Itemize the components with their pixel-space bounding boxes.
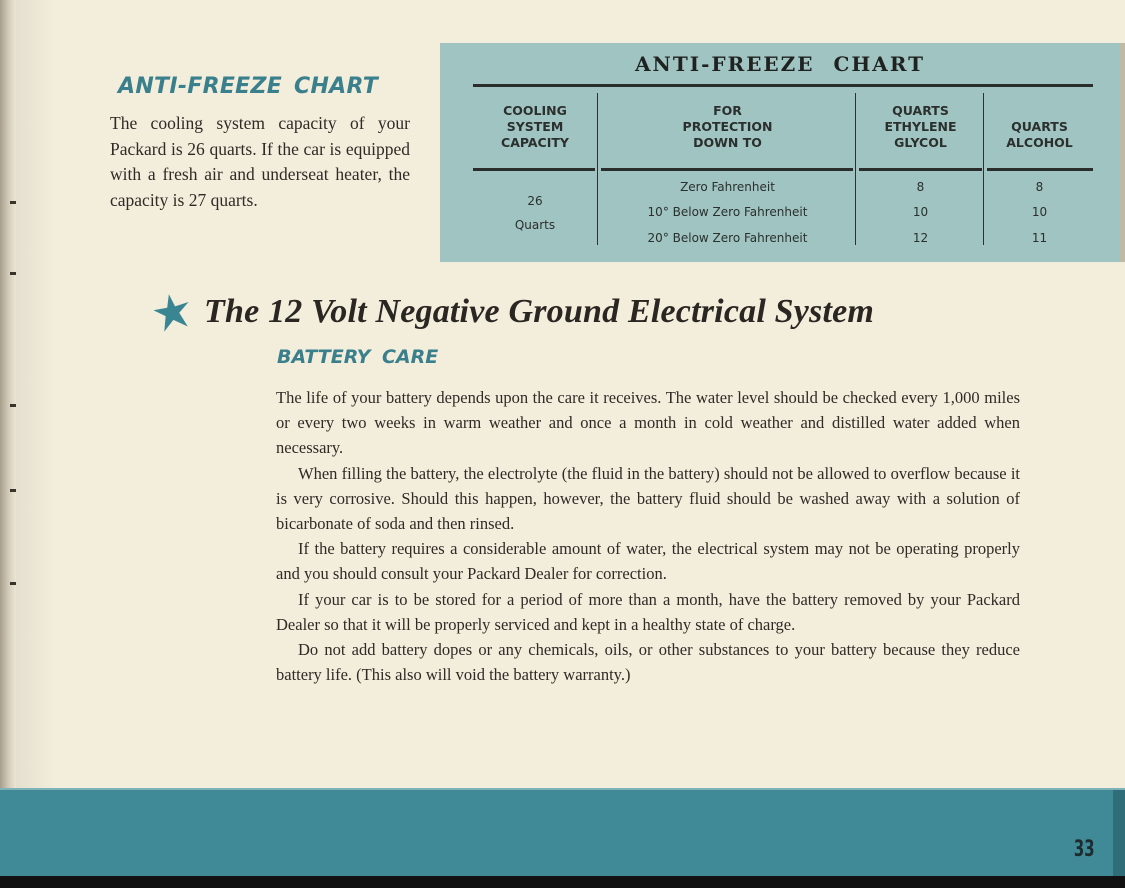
paragraph: If your car is to be stored for a period of more than a month, have the battery removed by your Packard Dealer so that it will be properly serviced and kept in a healthy state of charge. — [276, 589, 1020, 634]
antifreeze-chart-panel — [440, 43, 1125, 262]
column-divider — [855, 93, 856, 245]
header-protection: FOR PROTECTION DOWN TO — [682, 103, 773, 150]
scan-border — [0, 876, 1125, 888]
glycol-row-1: 8 — [916, 180, 925, 194]
footer-band — [0, 788, 1125, 878]
intro-text: The cooling system capacity of your Packard is 26 quarts. If the car is equipped with a fresh air and underseat heater, the capacity is 27 quarts. — [110, 113, 410, 210]
alcohol-row-3: 11 — [1031, 231, 1048, 245]
header-rule — [987, 168, 1093, 171]
protection-row-3: 20° Below Zero Fahrenheit — [647, 231, 808, 245]
intro-heading: ANTI-FREEZE CHART — [118, 74, 379, 99]
chart-title: ANTI-FREEZE CHART — [635, 52, 925, 76]
header-alcohol: QUARTS ALCOHOL — [1006, 119, 1073, 150]
page-shadow — [16, 0, 56, 790]
capacity-value: 26 — [527, 194, 543, 208]
header-rule — [473, 168, 595, 171]
section-title: The 12 Volt Negative Ground Electrical System — [204, 293, 875, 330]
alcohol-row-2: 10 — [1031, 205, 1048, 219]
page-number: 33 — [1074, 837, 1095, 862]
header-rule — [601, 168, 853, 171]
antifreeze-intro — [110, 74, 410, 213]
header-capacity: COOLING SYSTEM CAPACITY — [501, 103, 569, 150]
glycol-row-3: 12 — [912, 231, 929, 245]
column-divider — [597, 93, 598, 245]
page-edge — [1113, 790, 1125, 878]
book-gutter — [0, 0, 16, 888]
capacity-unit: Quarts — [514, 218, 556, 232]
chart-top-rule — [473, 84, 1093, 87]
star-icon — [152, 292, 192, 332]
header-ethylene-glycol: QUARTS ETHYLENE GLYCOL — [884, 103, 957, 150]
glycol-row-2: 10 — [912, 205, 929, 219]
protection-row-1: Zero Fahrenheit — [680, 180, 775, 194]
section-heading — [152, 292, 1052, 332]
alcohol-row-1: 8 — [1035, 180, 1044, 194]
protection-row-2: 10° Below Zero Fahrenheit — [647, 205, 808, 219]
paragraph: Do not add battery dopes or any chemicals, oils, or other substances to your battery because they reduce battery life. (This also will void the battery warranty.) — [276, 640, 1020, 685]
paragraph: The life of your battery depends upon the care it receives. The water level should be checked every 1,000 miles or every two weeks in warm weather and once a month in cold weather and distilled water added when necessary. — [276, 388, 1020, 458]
battery-care-heading: BATTERY CARE — [277, 346, 439, 368]
header-rule — [859, 168, 982, 171]
paragraph: When filling the battery, the electrolyte (the fluid in the battery) should not be allowed to overflow because it is very corrosive. Should this happen, however, the battery fluid should be washed away with a solution of bicarbonate of soda and then rinsed. — [276, 463, 1020, 534]
paragraph: If the battery requires a considerable amount of water, the electrical system may not be operating properly and you should consult your Packard Dealer for correction. — [276, 539, 1020, 584]
battery-care-body — [276, 385, 1020, 687]
column-divider — [983, 93, 984, 245]
